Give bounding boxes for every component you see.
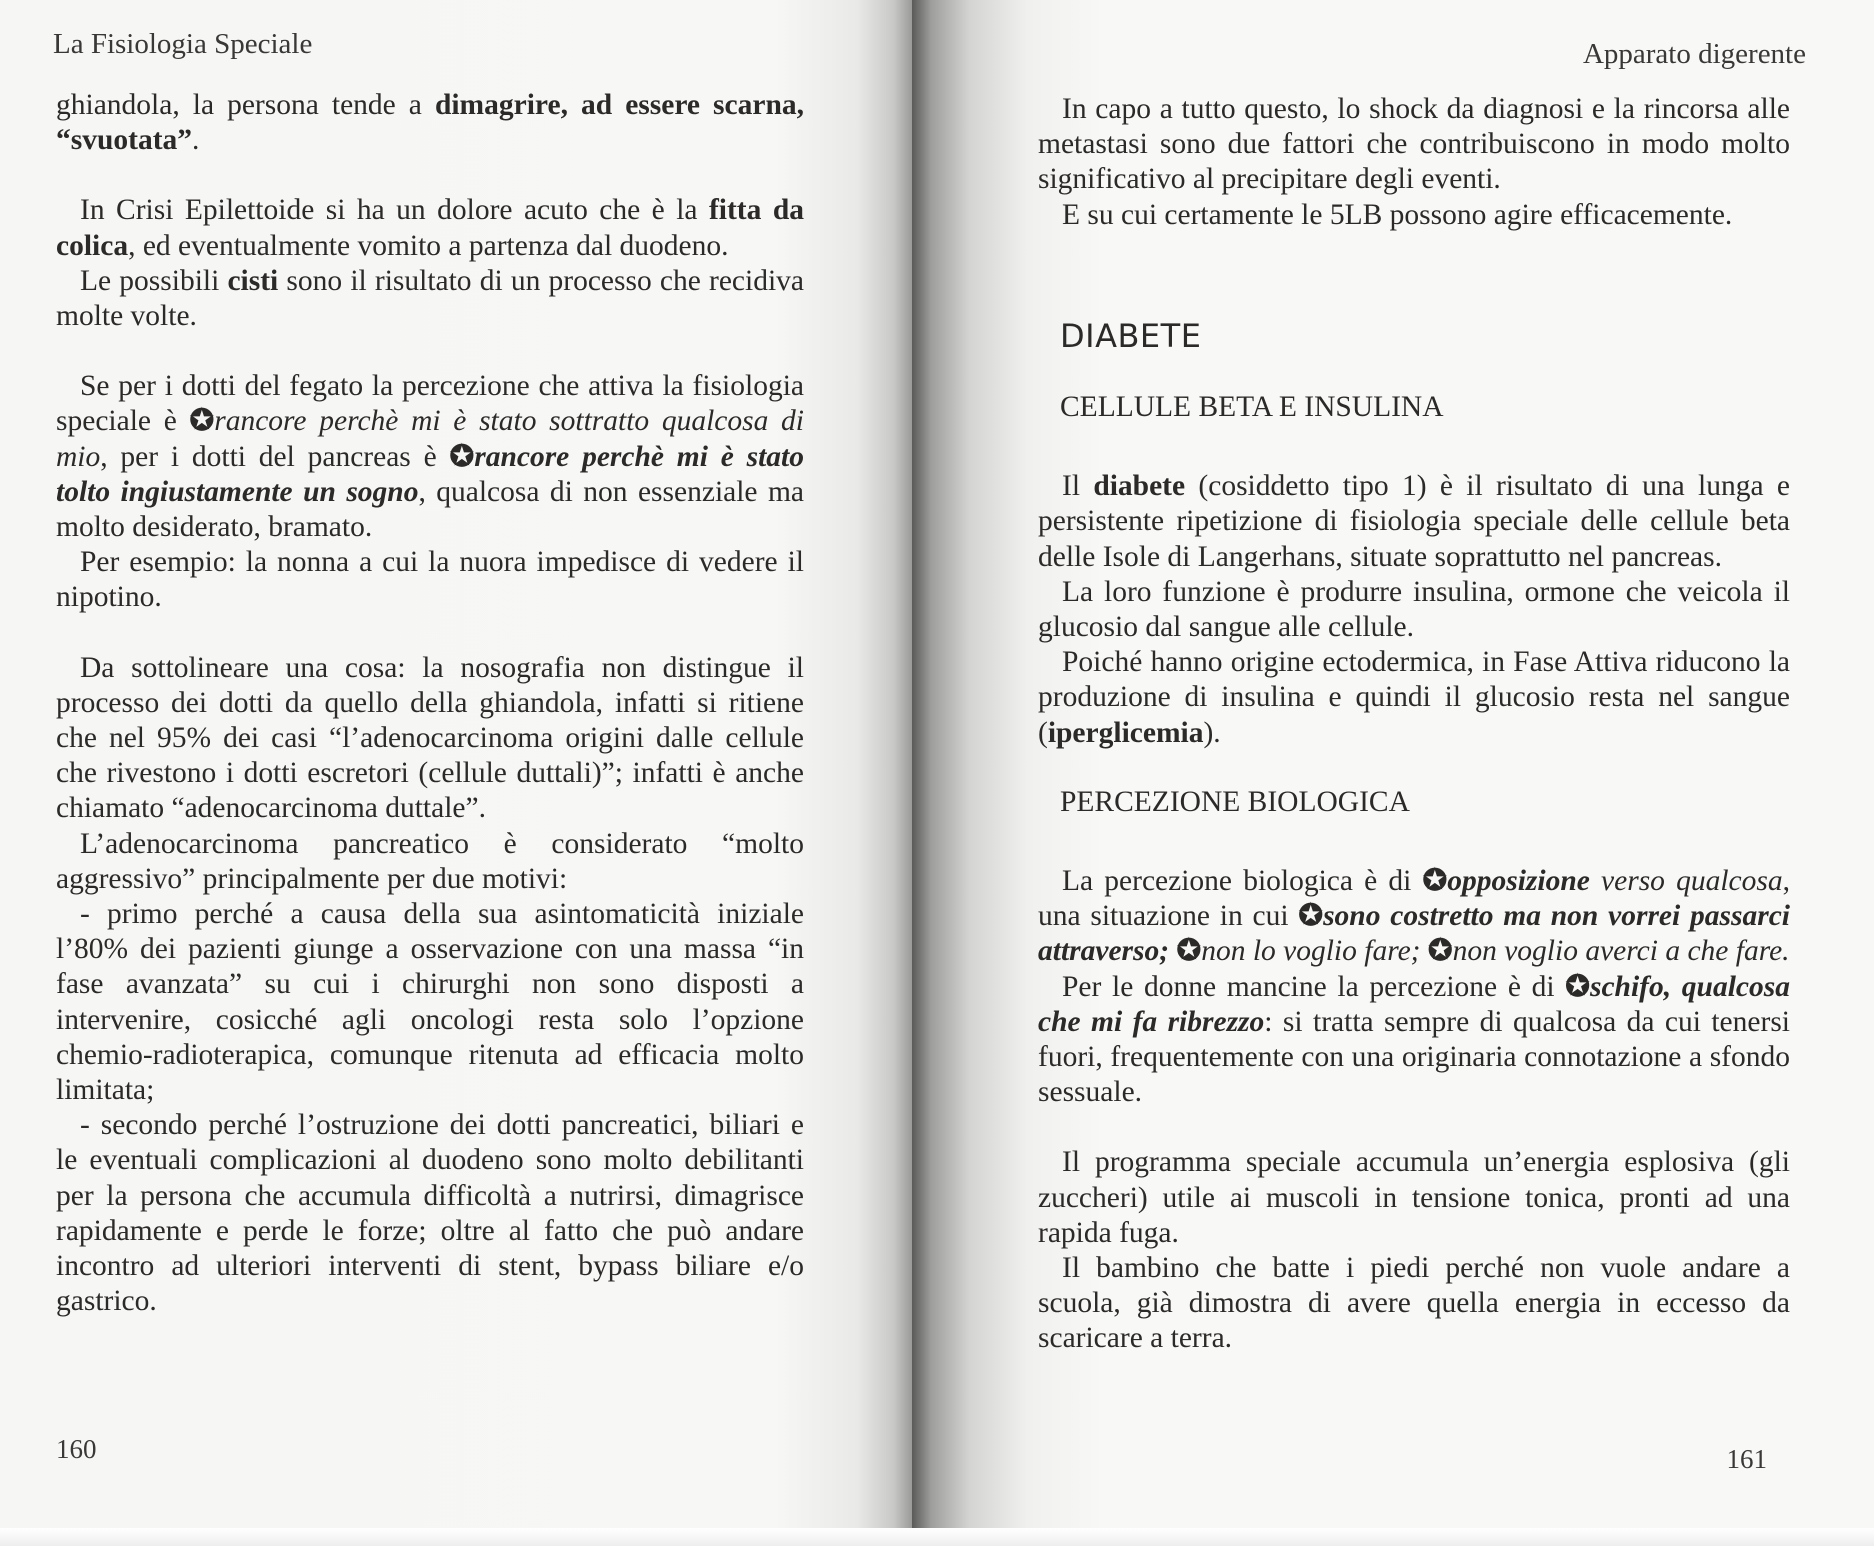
paragraph [1038, 864, 1790, 970]
paragraph [56, 369, 804, 545]
text-run: Le possibili [80, 264, 228, 297]
text-run: - secondo perché l’ostruzione dei dotti pancreatici, biliari e le eventuali complicazioni al duodeno sono molto debilitanti per la persona che accumula difficoltà a nutrirsi, dimagrisce rapidamente e perde le forze; oltre al fatto che può andare incontro ad ulteriori interventi di stent, bypass biliare e/o gastrico. [56, 1109, 804, 1318]
running-head-right: Apparato digerente [1582, 38, 1806, 70]
text-run: Se per i dotti del fegato la percezione che attiva la fisiologia speciale è [56, 370, 804, 438]
star-marker-icon: ✪ [449, 440, 475, 473]
page-bottom-edge [0, 1528, 1874, 1546]
text-run: ). [1203, 716, 1221, 749]
paragraph [56, 827, 804, 897]
text-run: , ed eventualmente vomito a partenza dal duodeno. [128, 229, 729, 262]
text-run: sono il risultato di un processo che recidiva molte volte. [56, 264, 805, 333]
text-run: Per le donne mancine la percezione è di [1062, 970, 1566, 1003]
star-marker-icon: ✪ [1298, 900, 1324, 933]
text-run: verso qualcosa [1589, 865, 1783, 898]
paragraph [56, 193, 804, 263]
text-run: schifo, qualcosa che mi fa ribrezzo [1038, 970, 1790, 1038]
text-run: rancore perchè mi è stato tolto ingiustamente un sogno [56, 440, 804, 508]
text-run: La loro funzione è produrre insulina, ormone che veicola il glucosio dal sangue alle cellule. [1038, 575, 1790, 644]
text-run: ghiandola, la persona tende a [56, 89, 435, 121]
subheading: PERCEZIONE BIOLOGICA [1060, 785, 1410, 818]
paragraph [1038, 469, 1790, 575]
text-run: dimagrire, ad essere scarna, “svuotata” [56, 89, 804, 157]
page-number-right: 161 [1726, 1444, 1767, 1474]
paragraph [56, 1108, 804, 1319]
text-run: La percezione biologica è di [1062, 865, 1423, 898]
text-run: sono costretto ma non vorrei passarci attraverso; [1038, 900, 1790, 968]
star-marker-icon: ✪ [1565, 970, 1590, 1003]
paragraph [56, 651, 804, 827]
text-run: Il [1062, 470, 1094, 503]
text-run: cisti [227, 264, 279, 297]
text-run: diabete [1093, 470, 1186, 503]
text-run: Per esempio: la nonna a cui la nuora impedisce di vedere il nipotino. [56, 546, 804, 614]
text-run: non lo voglio fare; [1201, 935, 1421, 968]
paragraph [1038, 1145, 1790, 1251]
running-head-left: La Fisiologia Speciale [53, 28, 313, 60]
left-page-body [56, 88, 804, 1320]
text-run: iperglicemia [1047, 716, 1204, 749]
text-run: In capo a tutto questo, lo shock da diagnosi e la rincorsa alle metastasi sono due fattori che contribuiscono in modo molto significativo al precipitare degli eventi. [1038, 93, 1790, 196]
text-run: - primo perché a causa della sua asintomaticità iniziale l’80% dei pazienti giunge a osservazione con una massa “in fase avanzata” su cui i chirurghi non sono disposti a intervenire, cosicché agli oncologi resta solo l’opzione chemio-radioterapica, comunque ritenuta ad efficacia molto limitata; [56, 898, 804, 1107]
paragraph [1038, 645, 1790, 751]
text-run: L’adenocarcinoma pancreatico è considerato “molto aggressivo” principalmente per due motivi: [56, 827, 804, 895]
paragraph [56, 897, 804, 1108]
text-run: In Crisi Epilettoide si ha un dolore acuto che è la [80, 194, 709, 227]
text-run: rancore perchè mi è stato sottratto qualcosa di mio [56, 405, 804, 473]
paragraph [56, 545, 804, 615]
text-run: . [192, 124, 200, 157]
text-run: non voglio averci a che fare. [1452, 935, 1790, 968]
text-run: fitta da colica [56, 194, 804, 262]
right-page-body [1038, 92, 1790, 1357]
star-marker-icon: ✪ [1427, 935, 1453, 968]
paragraph [56, 88, 804, 158]
text-run [1421, 935, 1428, 967]
paragraph [1038, 92, 1790, 198]
text-run: , una situazione in cui [1038, 865, 1790, 933]
text-run: Il programma speciale accumula un’energia esplosiva (gli zuccheri) utile ai muscoli in tensione tonica, pronti ad una rapida fuga. [1038, 1146, 1790, 1249]
star-marker-icon: ✪ [1422, 865, 1448, 898]
text-run: (cosiddetto tipo 1) è il risultato di una lunga e persistente ripetizione di fisiologia speciale delle cellule beta delle Isole di Langerhans, situate soprattutto nel pancreas. [1038, 470, 1790, 573]
text-run: opposizione [1447, 865, 1590, 898]
text-run: Il bambino che batte i piedi perché non vuole andare a scuola, già dimostra di avere quella energia in eccesso da scaricare a terra. [1038, 1252, 1790, 1355]
text-run: Poiché hanno origine ectodermica, in Fase Attiva riducono la produzione di insulina e quindi il glucosio resta nel sangue ( [1038, 646, 1790, 749]
paragraph [1038, 1251, 1790, 1357]
subheading: CELLULE BETA E INSULINA [1060, 391, 1444, 424]
text-run: , per i dotti del pancreas è [100, 440, 450, 473]
paragraph [1038, 198, 1790, 233]
paragraph [1038, 575, 1790, 645]
paragraph [1038, 970, 1790, 1111]
text-run: E su cui certamente le 5LB possono agire efficacemente. [1062, 198, 1733, 231]
text-run: : si tratta sempre di qualcosa da cui tenersi fuori, frequentemente con una originaria connotazione a sfondo sessuale. [1038, 1005, 1790, 1109]
text-run: , qualcosa di non essenziale ma molto desiderato, bramato. [56, 475, 804, 544]
text-run: Da sottolineare una cosa: la nosografia non distingue il processo dei dotti da quello della ghiandola, infatti si ritiene che nel 95% dei casi “l’adenocarcinoma origini dalle cellule che rivestono i dotti escretori (cellule duttali)”; infatti è anche chiamato “adenocarcinoma duttale”. [56, 651, 804, 825]
paragraph [56, 264, 804, 334]
star-marker-icon: ✪ [189, 405, 215, 438]
left-page [0, 0, 912, 1546]
section-heading: DIABETE [1060, 316, 1202, 355]
page-number-left: 160 [56, 1434, 97, 1464]
star-marker-icon: ✪ [1176, 935, 1202, 968]
